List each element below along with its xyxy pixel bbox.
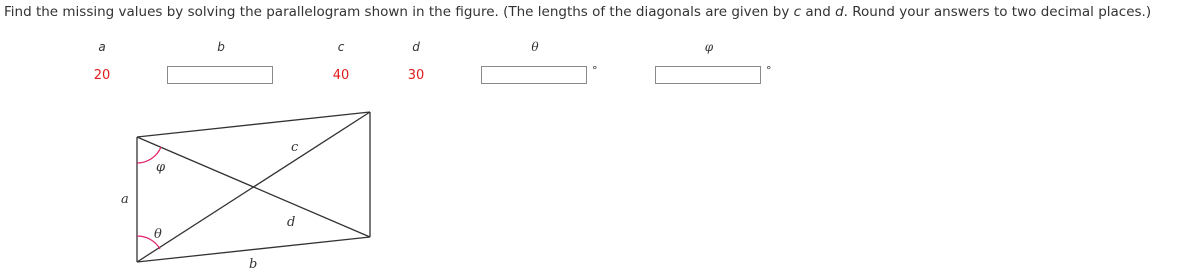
figure-label-phi: φ <box>156 160 166 175</box>
question-part-2: and <box>801 4 836 20</box>
degree-symbol-phi: ° <box>766 64 772 77</box>
figure-label-d: d <box>287 215 296 230</box>
value-c: 40 <box>332 68 350 83</box>
question-var-d: d <box>835 4 844 20</box>
header-theta: θ <box>531 40 539 54</box>
figure-label-theta: θ <box>154 227 162 242</box>
diagonal-d <box>137 112 370 262</box>
figure-label-b: b <box>249 257 258 270</box>
question-var-c: c <box>793 4 802 20</box>
header-phi: φ <box>704 40 714 54</box>
degree-symbol-theta: ° <box>592 64 598 77</box>
side-top <box>137 112 370 137</box>
figure-label-a: a <box>121 192 129 207</box>
question-part-3: . Round your answers to two decimal places.) <box>843 4 1152 20</box>
figure-label-c: c <box>291 140 299 155</box>
header-c: c <box>337 40 345 54</box>
header-b: b <box>217 40 225 54</box>
value-d: 30 <box>407 68 425 83</box>
header-d: d <box>412 40 420 54</box>
value-a: 20 <box>93 68 111 83</box>
question-part-1: Find the missing values by solving the parallelogram shown in the figure. (The lengths of the diagonals are given by <box>4 4 794 20</box>
header-a: a <box>98 40 106 54</box>
